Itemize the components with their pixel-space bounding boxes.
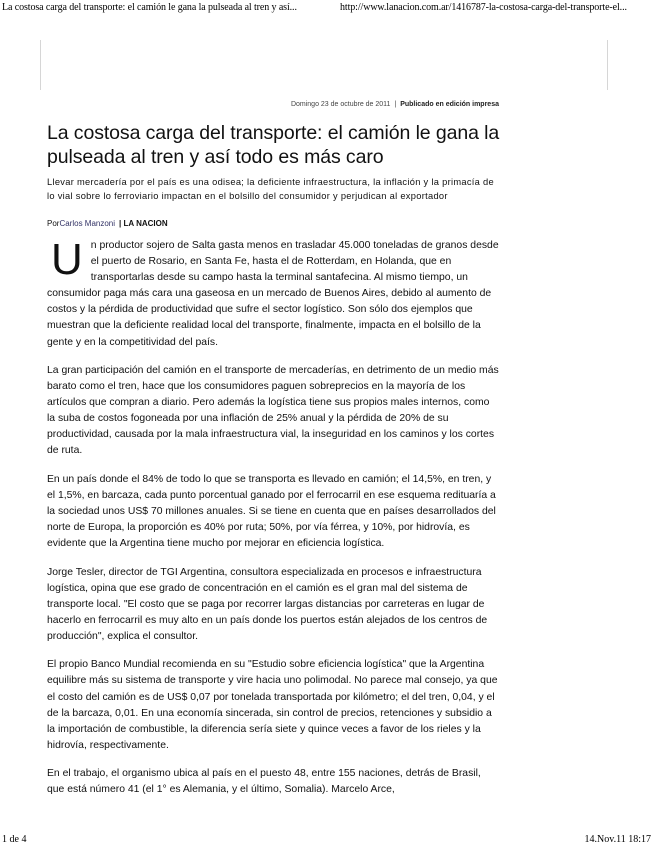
- article-paragraph: [47, 235, 499, 351]
- print-footer: [0, 834, 655, 848]
- article-body: [47, 235, 499, 811]
- print-header-url[interactable]: http://www.lanacion.com.ar/1416787-la-costosa-carga-del-transporte-el...: [340, 2, 627, 13]
- print-header: [0, 0, 655, 16]
- print-header-title: La costosa carga del transporte: el camión le gana la pulseada al tren y así...: [2, 2, 297, 13]
- print-datetime: 14.Nov.11 18:17: [584, 834, 651, 845]
- article-paragraph: Jorge Tesler, director de TGI Argentina, consultora especializada en procesos e infraestructura logística, opina que ese grado de concentración en el camión es el gran mal del sistema de transporte local. "El costo que se paga por recorrer largas distancias por carreteras en lugar de hacerlo en ferrocarril es muy alto en un país donde los puertos están alejados de los centros de producción", explica el consultor.: [47, 566, 488, 642]
- article-paragraph: La gran participación del camión en el transporte de mercaderías, en detrimento de un medio más barato como el tren, hace que los consumidores paguen sobreprecios en la mayoría de los artículos que compran a diario. Pero además la logística tiene sus propios males internos, como la suba de costos fogoneada por una inflación de 25% anual y la pérdida de 20% de su productividad, causada por la mala infraestructura vial, la inseguridad en los caminos y los cortes de ruta.: [47, 364, 499, 457]
- byline-source: | LA NACION: [119, 219, 168, 228]
- article-paragraph: En un país donde el 84% de todo lo que se transporta es llevado en camión; el 14,5%, en tren, y el 1,5%, en barcaza, cada punto porcentual ganado por el ferrocarril en ese esquema redituaría a la sociedad unos US$ 70 millones anuales. Si se tiene en cuenta que en países desarrollados del norte de Europa, la proporción es 40% por ruta; 50%, por vía férrea, y 10%, por hidrovía, es evidente que la Argentina tiene mucho por mejorar en eficiencia logística.: [47, 473, 496, 550]
- article-dateline: [47, 101, 499, 108]
- article-headline: La costosa carga del transporte: el camión le gana la pulseada al tren y así todo es más caro: [47, 122, 500, 168]
- ad-placeholder: [40, 40, 608, 90]
- article-date: Domingo 23 de octubre de 2011: [290, 101, 391, 108]
- article-lead: Llevar mercadería por el país es una odisea; la deficiente infraestructura, la inflación y la primacía de lo vial sobre lo ferroviario impactan en el bolsillo del consumidor y perjudican al exportador: [47, 177, 494, 201]
- dateline-separator: |: [394, 101, 397, 108]
- page-counter: 1 de 4: [2, 834, 27, 845]
- print-edition-label: Publicado en edición impresa: [400, 101, 499, 108]
- dropcap-letter: U: [51, 235, 83, 284]
- paragraph-text: n productor sojero de Salta gasta menos en trasladar 45.000 toneladas de granos desde el puerto de Rosario, en Santa Fe, hasta el de Rotterdam, en Holanda, que en transportarlas desde su campo hasta la terminal santafecina. Al mismo tiempo, un consumidor paga más cara una gaseosa en un mercado de Buenos Aires, debido al aumento de costos y la pérdida de productividad que sufre el sector logístico. Son sólo dos ejemplos que muestran que la deficiente realidad local del transporte, finalmente, impacta en el bolsillo de la gente y en la competitividad del país.: [47, 240, 499, 348]
- article-paragraph: El propio Banco Mundial recomienda en su "Estudio sobre eficiencia logística" que la Argentina equilibre más su sistema de transporte y vire hacia uno polimodal. No parece mal consejo, ya que el costo del camión es de US$ 0,07 por tonelada transportada por kilómetro; el del tren, 0,04, y el de la barcaza, 0,01. En una economía sincerada, sin control de precios, retenciones y subsidio a la importación de combustible, la diferencia sería siete y quince veces a favor de los rieles y la hidrovía, respectivamente.: [47, 659, 498, 751]
- article-paragraph: En el trabajo, el organismo ubica al país en el puesto 48, entre 155 naciones, detrás de Brasil, que está número 41 (el 1° es Alemania, y el último, Somalia). Marcelo Arce,: [47, 768, 481, 796]
- article-byline: [47, 219, 168, 228]
- byline-prefix: Por: [47, 219, 60, 228]
- author-link[interactable]: Carlos Manzoni: [59, 219, 116, 228]
